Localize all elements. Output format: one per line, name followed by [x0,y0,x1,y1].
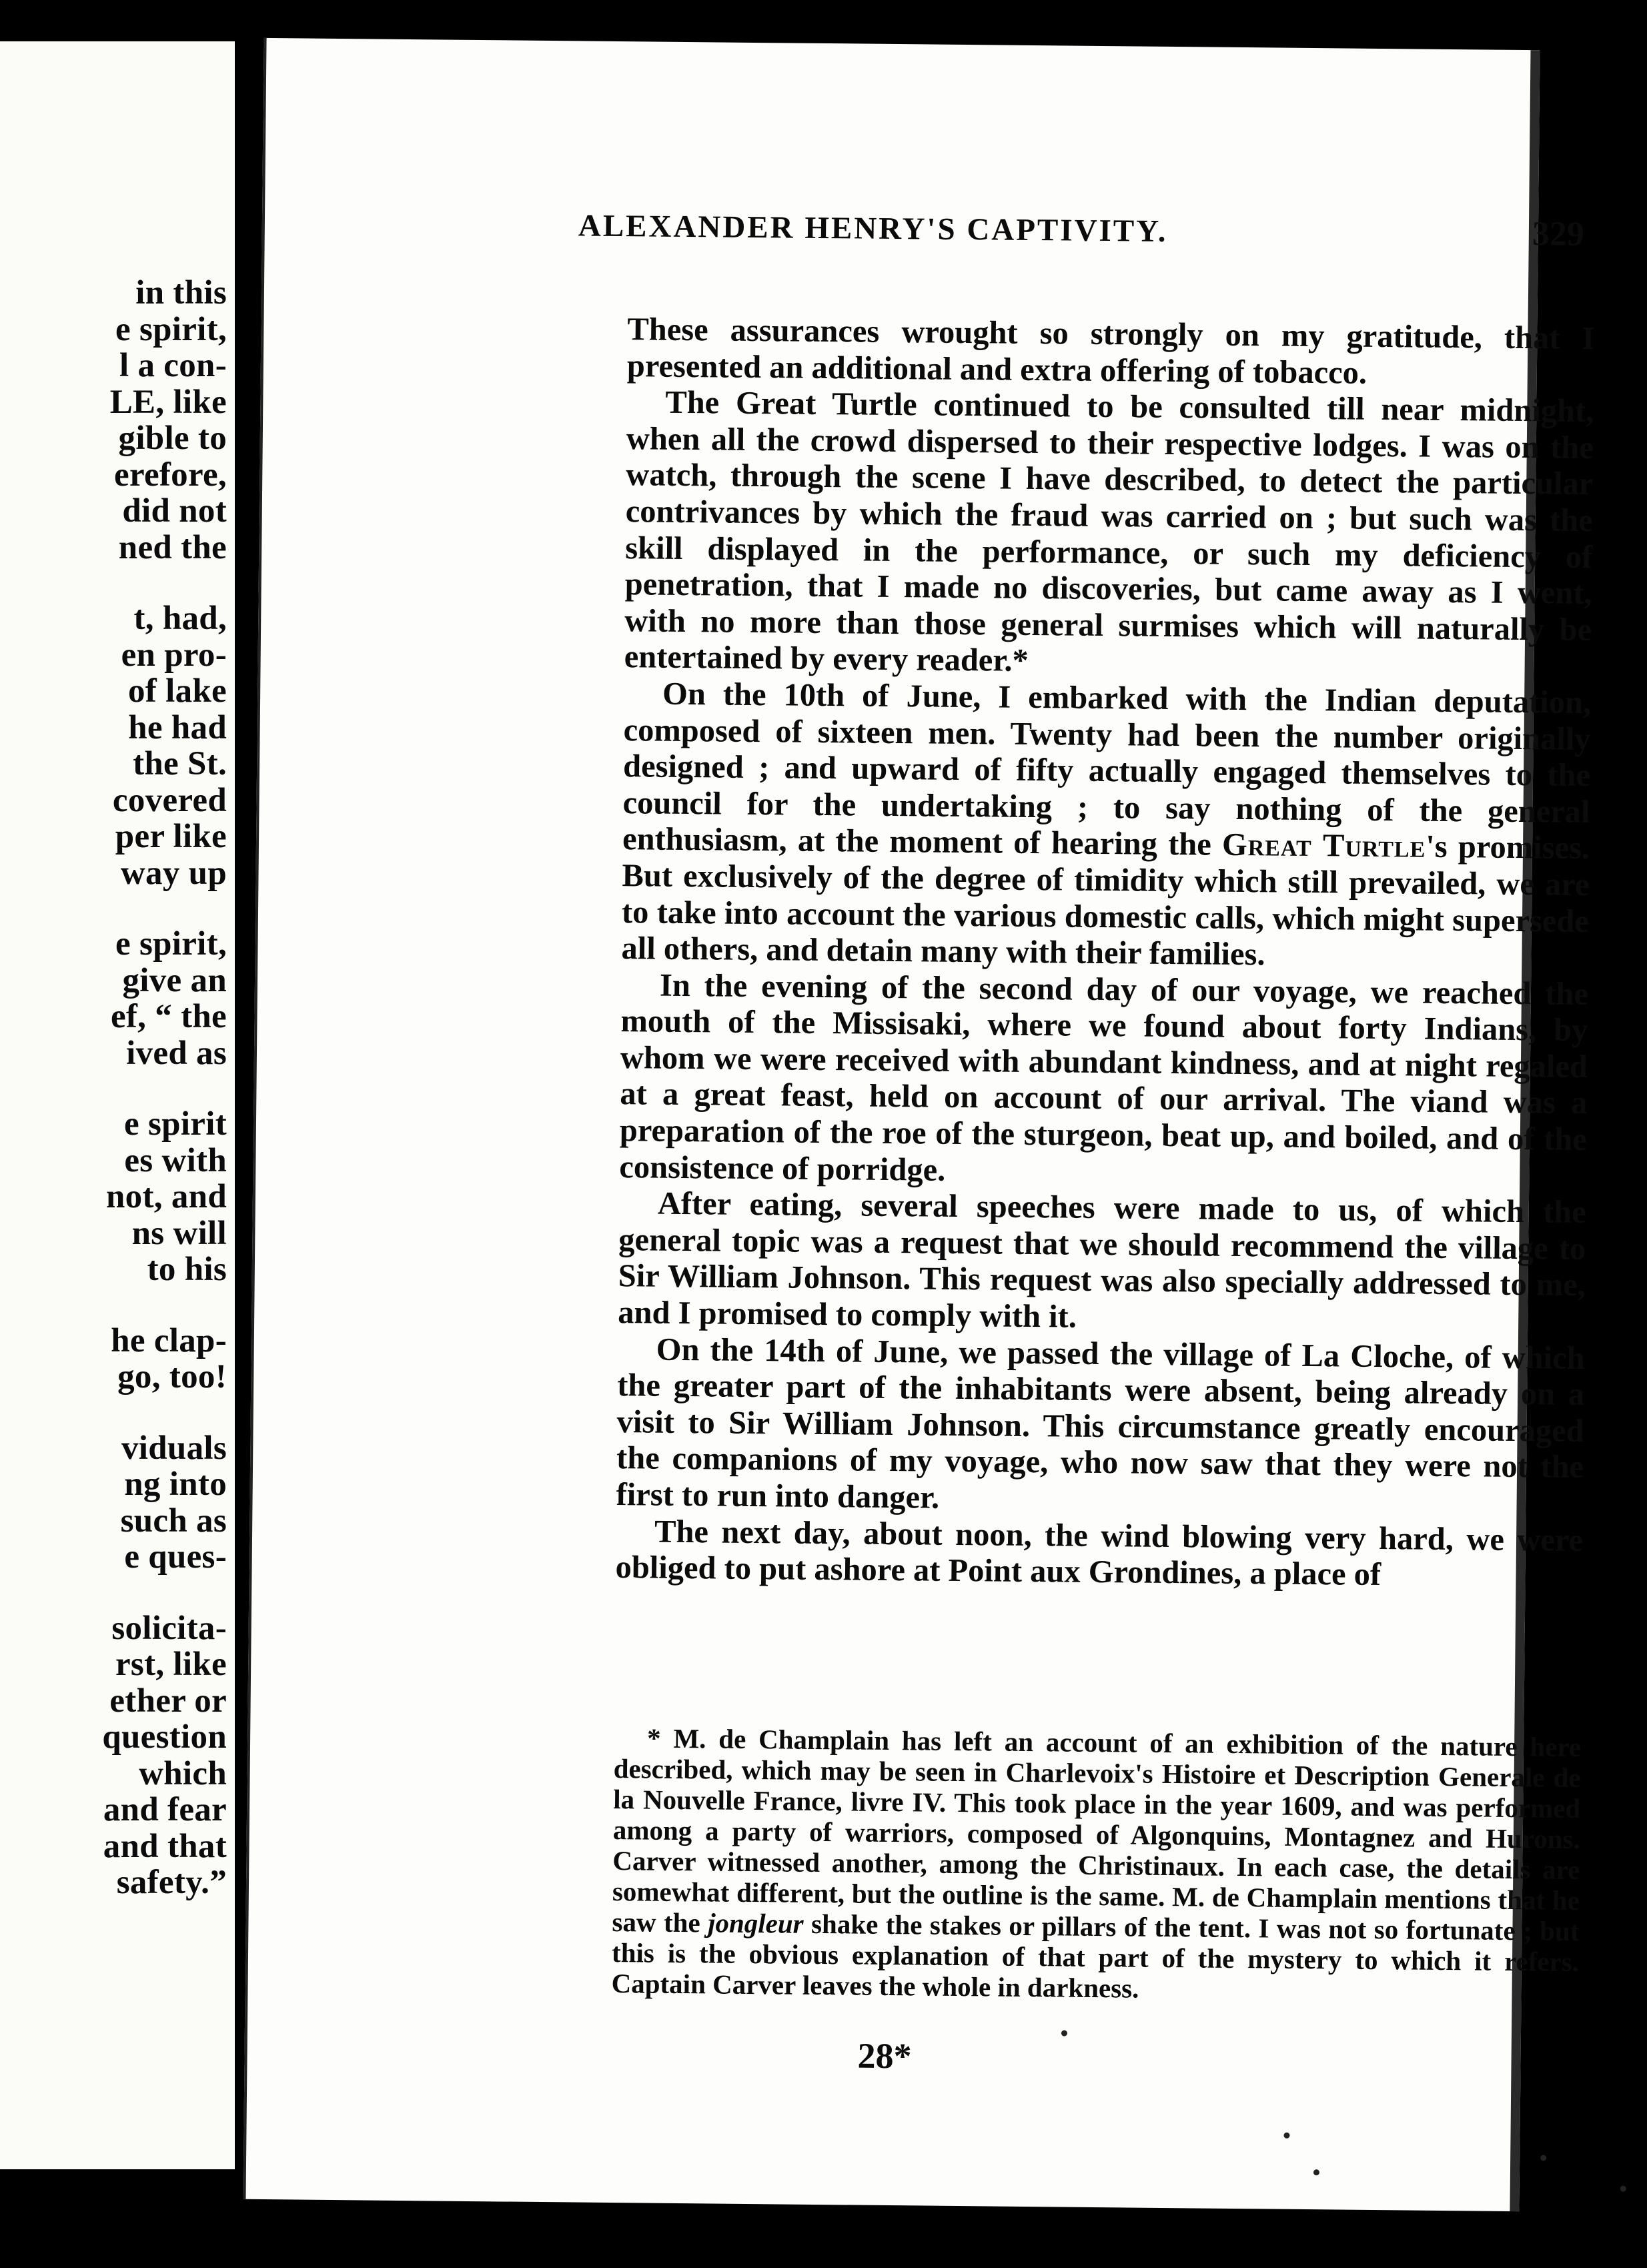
footnote-text: * M. de Champlain has left an account of an exhibition of the nature here described, which may be seen in Charlevoix's Histoire et Description Generale de la Nouvelle France, livre IV. This took place in the year 1609, and was performed among a party of warriors, composed of Algonquins, Montagnez and Hurons. Carver witnessed another, among the Christinaux. In each case, the details are somewhat different, but the outline is the same. M. de Champlain mentions that he saw the [612,1722,1582,1938]
facing-page-line: rst, like [115,1646,227,1683]
paragraph: The Great Turtle continued to be consulted till near midnight, when all the crowd dispersed to their respective lodges. I was on the watch, through the scene I have described, to detect the particular contrivances by which the fraud was carried on ; but such was the skill displayed in the performance, or such my deficiency of penetration, that I made no discoveries, but came away as I went, with no more than those general surmises which will naturally be entertained by every reader.* [624,384,1594,679]
facing-page-line: the St. [133,745,227,782]
facing-page-line: ether or [109,1682,227,1720]
paragraph-text: 's promises. But exclusively of the degree of timidity which still prevailed, we are to take into account the various domestic calls, which might supersede all others, and detain many with their families. [621,828,1590,973]
facing-page-line: e spirit, [115,310,227,348]
facing-page-line: he had [128,708,227,746]
facing-page-line: viduals [121,1429,227,1467]
footnote [611,1722,1581,2008]
facing-page-line: did not [122,492,227,530]
running-head [578,207,1619,271]
facing-page-line: e spirit, [115,925,227,963]
paragraph: In the evening of the second day of our voyage, we reached the mouth of the Missisaki, where we found about forty Indians, by whom we were received with abundant kindness, and at night regaled at a great feast, held on account of our arrival. The viand was a preparation of the roe of the sturgeon, beat up, and boiled, and of the consistence of porridge. [619,967,1589,1188]
facing-page-left [0,41,239,2169]
facing-page-line: he clap- [111,1321,227,1359]
line-gap [0,1576,227,1610]
line-gap [0,1071,227,1106]
ink-speck [1061,2031,1067,2037]
facing-page-line: ng into [124,1466,227,1503]
facing-page-line: safety.” [116,1864,227,1901]
ink-speck [1540,2155,1546,2161]
facing-page-text [0,275,227,1901]
paragraph: These assurances wrought so strongly on my gratitude, that I presented an additional and extra offering of tobacco. [626,312,1595,391]
line-gap [0,1288,227,1323]
facing-page-line: per like [115,818,227,855]
page-329 [243,38,1595,2211]
facing-page-line: and fear [103,1791,227,1828]
paragraph-text: On the 10th of June, I embarked with the Indian deputation, composed of sixteen men. Twenty had been the number originally designed ; and upward of fifty actually engaged themselves to the council for the undertaking ; to say nothing of the general enthusiasm, at the moment of hearing the [622,676,1592,863]
facing-page-line: ned the [118,528,227,566]
facing-page-line: ef, “ the [110,998,227,1035]
facing-page-line: covered [112,781,227,819]
facing-page-line: question [102,1718,227,1756]
facing-page-line: ns will [131,1214,227,1252]
signature-mark: 28* [857,2035,912,2077]
facing-page-line: gible to [118,420,227,457]
facing-page-line: erefore, [114,456,227,494]
facing-page-line: of lake [127,672,227,710]
facing-page-line: LE, like [109,383,227,421]
body-text [615,312,1594,1596]
facing-page-line: which [139,1754,227,1792]
footnote-text: shake the stakes or pillars of the tent. I was not so fortunate ; but this is the obvious explanation of that part of the mystery to which it refers. Captain Carver leaves the whole in darkness. [611,1908,1580,2004]
ink-speck [1620,2186,1626,2192]
line-gap [0,1395,227,1430]
page-number: 329 [1532,215,1585,253]
facing-page-line: es with [124,1141,227,1179]
facing-page-line: give an [122,961,227,999]
facing-page-line: solicita- [111,1609,227,1647]
paragraph [621,676,1591,977]
running-head-title: ALEXANDER HENRY'S CAPTIVITY. [578,208,1168,249]
facing-page-line: e spirit [124,1105,227,1143]
facing-page-line: e ques- [124,1538,227,1576]
facing-page-line: to his [147,1251,227,1288]
ink-speck [1313,2169,1319,2175]
facing-page-line: go, too! [117,1358,227,1395]
facing-page-line: l a con- [119,347,227,384]
facing-page-line: and that [103,1827,227,1865]
ink-speck [1283,2133,1289,2139]
line-gap [0,891,227,926]
line-gap [0,566,227,600]
facing-page-line: ived as [126,1034,227,1072]
paragraph: On the 14th of June, we passed the village of La Cloche, of which the greater part of the inhabitants were absent, being already on a visit to Sir William Johnson. This circumstance greatly encouraged the companions of my voyage, who now saw that they were not the first to run into danger. [616,1331,1585,1516]
facing-page-line: en pro- [121,636,227,674]
facing-page-line: in this [135,274,227,312]
paragraph: The next day, about noon, the wind blowing very hard, we were obliged to put ashore at Point aux Grondines, a place of [615,1514,1584,1593]
paragraph: After eating, several speeches were made to us, of which the general topic was a request that we should recommend the village to Sir William Johnson. This request was also specially addressed to me, and I promised to comply with it. [618,1185,1587,1335]
facing-page-line: not, and [106,1178,227,1215]
facing-page-line: such as [120,1502,227,1540]
footnote-italic: jongleur [707,1907,804,1939]
facing-page-line: way up [120,854,227,892]
great-turtle-smallcaps: Great Turtle [1221,827,1426,865]
facing-page-line: t, had, [133,600,227,637]
